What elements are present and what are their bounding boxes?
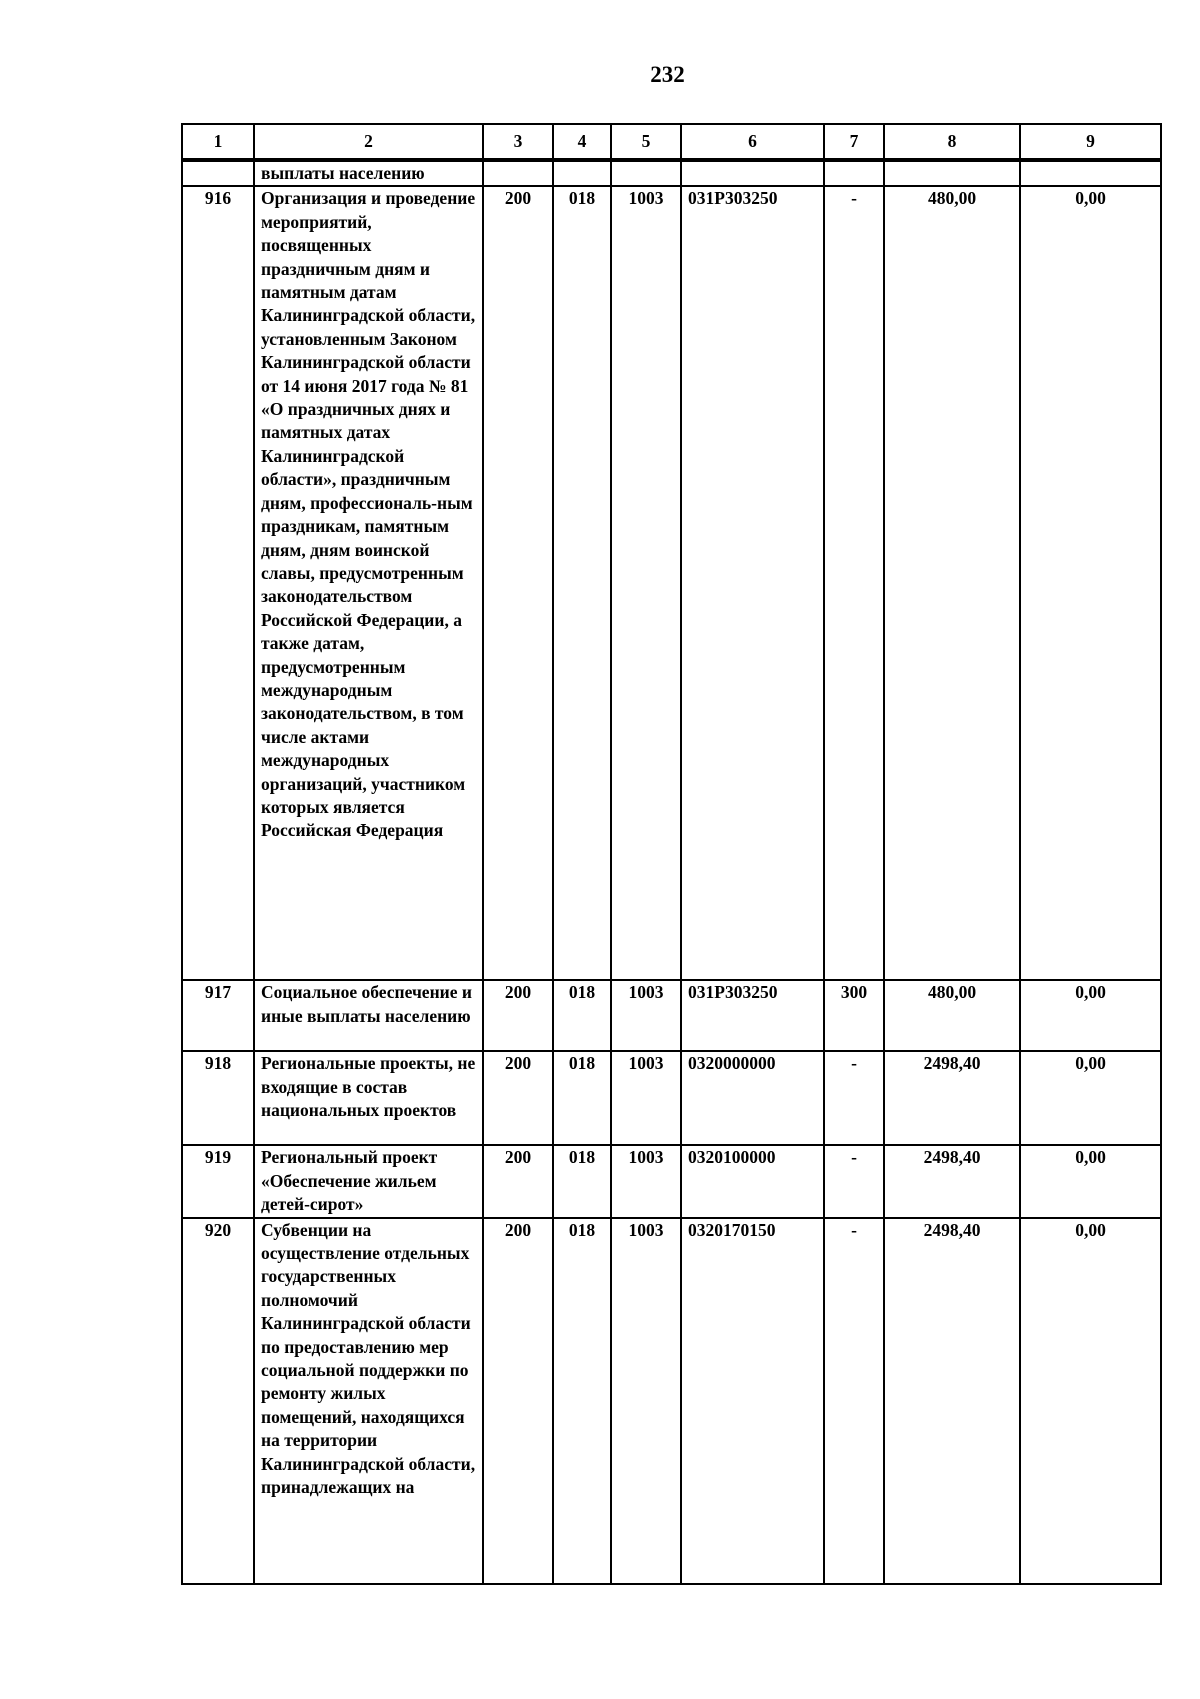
target-code: 0320170150 (681, 1218, 824, 1584)
col7-value: - (824, 186, 884, 980)
row-number: 920 (182, 1218, 254, 1584)
header-cell: 3 (483, 124, 553, 160)
col7-value: - (824, 1218, 884, 1584)
cell-empty (681, 160, 824, 186)
amount-col9: 0,00 (1020, 980, 1161, 1051)
col3-value: 200 (483, 980, 553, 1051)
header-cell: 9 (1020, 124, 1161, 160)
col5-value: 1003 (611, 186, 681, 980)
amount-col9: 0,00 (1020, 1145, 1161, 1217)
target-code: 0320100000 (681, 1145, 824, 1217)
row-description: Организация и проведение мероприятий, посвященных праздничным дням и памятным датам Калининградской области, установленным Законом Калининградской области от 14 июня 2017 года № 81 «О праздничных днях и памятных датах Калининградской области», праздничным дням, профессиональ-ным праздникам, памятным дням, дням воинской славы, предусмотренным законодательством Российской Федерации, а также датам, предусмотренным международным законодательством, в том числе актами международных организаций, участником которых является Российская Федерация (254, 186, 483, 980)
cell-empty (884, 160, 1020, 186)
amount-col8: 2498,40 (884, 1051, 1020, 1145)
table-row (182, 186, 1161, 980)
col3-value: 200 (483, 1145, 553, 1217)
col3-value: 200 (483, 1051, 553, 1145)
row-number: 918 (182, 1051, 254, 1145)
col7-value: 300 (824, 980, 884, 1051)
amount-col8: 480,00 (884, 980, 1020, 1051)
row-description: Субвенции на осуществление отдельных государственных полномочий Калининградской области по предоставлению мер социальной поддержки по ремонту жилых помещений, находящихся на территории Калининградской области, принадлежащих на (254, 1218, 483, 1584)
col4-value: 018 (553, 1218, 611, 1584)
table-row (182, 1051, 1161, 1145)
col4-value: 018 (553, 1145, 611, 1217)
cell-empty (182, 160, 254, 186)
row-description: Региональный проект «Обеспечение жильем детей-сирот» (254, 1145, 483, 1217)
page-number: 232 (650, 62, 685, 87)
header-cell: 6 (681, 124, 824, 160)
budget-table (181, 123, 1162, 1585)
table-row (182, 1145, 1161, 1217)
target-code: 0320000000 (681, 1051, 824, 1145)
amount-col8: 2498,40 (884, 1145, 1020, 1217)
row-description: Социальное обеспечение и иные выплаты населению (254, 980, 483, 1051)
col4-value: 018 (553, 1051, 611, 1145)
header-cell: 2 (254, 124, 483, 160)
target-code: 031P303250 (681, 980, 824, 1051)
col3-value: 200 (483, 1218, 553, 1584)
col7-value: - (824, 1145, 884, 1217)
amount-col9: 0,00 (1020, 1051, 1161, 1145)
amount-col8: 480,00 (884, 186, 1020, 980)
header-cell: 1 (182, 124, 254, 160)
col7-value: - (824, 1051, 884, 1145)
amount-col8: 2498,40 (884, 1218, 1020, 1584)
col3-value: 200 (483, 186, 553, 980)
header-cell: 4 (553, 124, 611, 160)
cell-empty (611, 160, 681, 186)
table-row (182, 1218, 1161, 1584)
continuation-description: выплаты населению (254, 160, 483, 186)
cell-empty (483, 160, 553, 186)
target-code: 031P303250 (681, 186, 824, 980)
cell-empty (553, 160, 611, 186)
col5-value: 1003 (611, 1218, 681, 1584)
header-row (182, 124, 1161, 160)
row-number: 916 (182, 186, 254, 980)
amount-col9: 0,00 (1020, 1218, 1161, 1584)
col4-value: 018 (553, 186, 611, 980)
header-cell: 5 (611, 124, 681, 160)
col4-value: 018 (553, 980, 611, 1051)
row-number: 917 (182, 980, 254, 1051)
continuation-row (182, 160, 1161, 186)
row-description: Региональные проекты, не входящие в состав национальных проектов (254, 1051, 483, 1145)
col5-value: 1003 (611, 1145, 681, 1217)
amount-col9: 0,00 (1020, 186, 1161, 980)
row-number: 919 (182, 1145, 254, 1217)
cell-empty (824, 160, 884, 186)
col5-value: 1003 (611, 1051, 681, 1145)
header-cell: 8 (884, 124, 1020, 160)
col5-value: 1003 (611, 980, 681, 1051)
header-cell: 7 (824, 124, 884, 160)
cell-empty (1020, 160, 1161, 186)
table-row (182, 980, 1161, 1051)
